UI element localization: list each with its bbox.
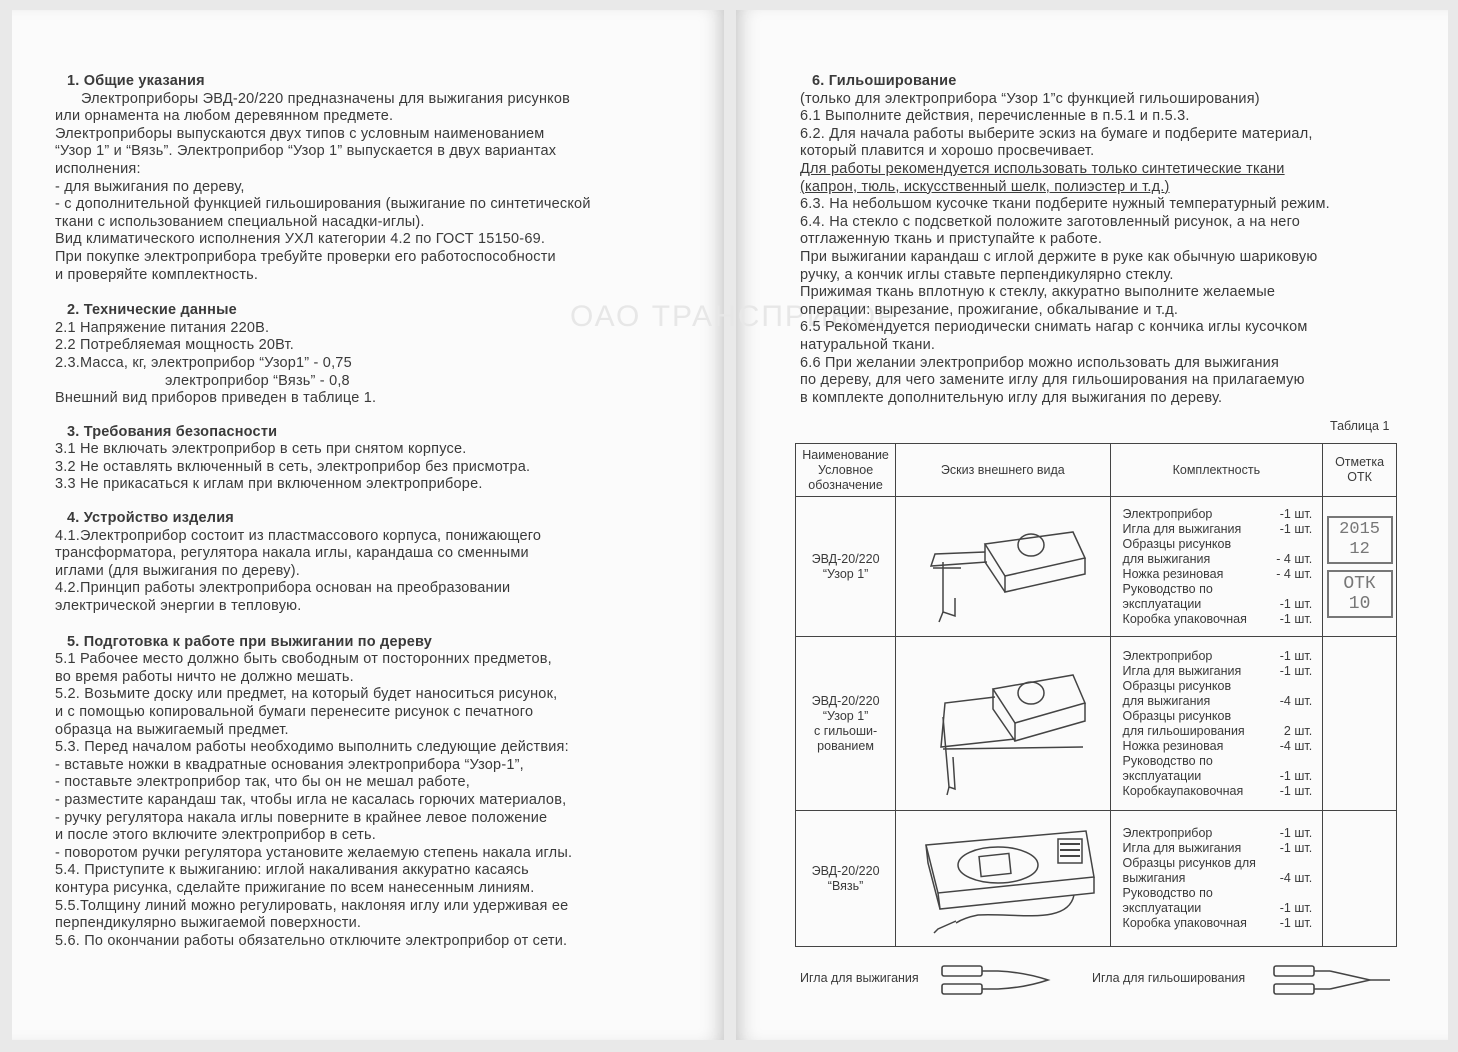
kit-item-label: Игла для выжигания [1122, 521, 1242, 536]
text-line: 2.1 Напряжение питания 220В. [55, 319, 270, 336]
kit-item-label: Руководство по [1122, 886, 1213, 900]
text-line: 6.6 При желании электроприбор можно использовать для выжигания [800, 354, 1280, 371]
kit-item-qty: -1 шт. [1279, 596, 1313, 611]
kit-item-qty: -1 шт. [1279, 648, 1313, 663]
row-sketch [896, 637, 1110, 811]
header-otk [1323, 444, 1397, 497]
text-line: исполнения: [55, 160, 141, 177]
watermark-text: ОАО ТРАНСПРИБОР [570, 300, 900, 333]
text-line: - поворотом ручки регулятора установите желаемую степень накала иглы. [55, 844, 573, 861]
text-line: - для выжигания по дереву, [55, 178, 245, 195]
kit-item-label: эксплуатации [1122, 901, 1202, 915]
otk-stamp-mark: ОТК 10 [1327, 570, 1393, 618]
kit-item-qty: - 4 шт. [1276, 566, 1313, 581]
kit-item [1123, 567, 1313, 582]
section-1-body [55, 91, 645, 285]
table-header-row [796, 444, 1397, 497]
kit-item [1123, 841, 1313, 856]
row-name [796, 811, 896, 947]
otk-stamp-date: 2015 12 [1327, 516, 1393, 564]
kit-item-label: эксплуатации [1122, 596, 1202, 611]
text-line: - ручку регулятора накала иглы поверните в крайнее левое положение [55, 809, 548, 826]
row-kit [1110, 811, 1323, 947]
text-line: 3.2 Не оставлять включенный в сеть, электроприбор без присмотра. [55, 458, 531, 475]
row-otk [1323, 497, 1397, 637]
text-line: 6.3. На небольшом кусочке ткани подберите нужный температурный режим. [800, 196, 1330, 213]
text-line: Электроприборы выпускаются двух типов с условным наименованием [55, 125, 545, 142]
kit-item [1123, 597, 1313, 612]
left-column [55, 73, 645, 950]
kit-item-qty: -4 шт. [1279, 693, 1313, 708]
name-line: ЭВД-20/220 [811, 863, 880, 878]
header-line: Эскиз внешнего вида [940, 462, 1065, 477]
text-line: Вид климатического исполнения УХЛ категории 4.2 по ГОСТ 15150-69. [55, 231, 546, 248]
row-name [796, 497, 896, 637]
kit-item-label: Ножка резиновая [1122, 738, 1224, 753]
kit-item-qty: -1 шт. [1279, 506, 1313, 521]
text-line: 5.2. Возьмите доску или предмет, на который будет наноситься рисунок, [55, 686, 558, 703]
kit-item-label: Образцы рисунков для [1122, 856, 1256, 870]
text-line: и после этого включите электроприбор в сеть. [55, 827, 376, 844]
text-line: 4.2.Принцип работы электроприбора основан на преобразовании [55, 580, 511, 597]
kit-item [1123, 901, 1313, 916]
text-line: - с дополнительной функцией гильоширования (выжигание по синтетической [55, 196, 591, 213]
kit-item-label: Руководство по [1122, 581, 1213, 596]
kit-item-label: Игла для выжигания [1122, 663, 1242, 678]
kit-item [1123, 916, 1313, 931]
table-caption: Таблица 1 [1330, 419, 1390, 433]
kit-item-qty: -1 шт. [1279, 901, 1313, 915]
table-row [796, 637, 1397, 811]
kit-item [1123, 649, 1313, 664]
header-line: ОТК [1347, 470, 1372, 484]
text-line: (только для электроприбора “Узор 1”с функцией гильоширования) [800, 90, 1260, 107]
kit-item [1123, 784, 1313, 799]
row-sketch [896, 811, 1110, 947]
section-2-title: 2. Технические данные [67, 302, 237, 319]
section-1-title: 1. Общие указания [67, 73, 205, 89]
section-5-body [55, 651, 645, 950]
kit-item-qty: -1 шт. [1279, 663, 1313, 678]
row-kit [1110, 497, 1323, 637]
section-2-body [55, 320, 645, 408]
text-line: ручку, а кончик иглы ставьте перпендикулярно стеклу. [800, 266, 1174, 283]
text-line: трансформатора, регулятора накала иглы, карандаша со сменными [55, 545, 529, 562]
row-kit [1110, 637, 1323, 811]
kit-item-label: Коробкаупаковочная [1122, 783, 1244, 798]
kit-item-label: Образцы рисунков [1122, 708, 1232, 723]
text-line: Электроприборы ЭВД-20/220 предназначены для выжигания рисунков [81, 90, 571, 107]
table-row [796, 497, 1397, 637]
text-line: контура рисунка, сделайте прижигание по всем нанесенным линиям. [55, 879, 535, 896]
kit-item-qty: - 4 шт. [1276, 551, 1313, 566]
text-line: по дереву, для чего замените иглу для гильоширования на прилагаемую [800, 372, 1305, 389]
kit-item-label: Ножка резиновая [1122, 566, 1224, 581]
section-6-title: 6. Гильоширование [812, 73, 957, 89]
row-otk [1323, 637, 1397, 811]
kit-item [1123, 826, 1313, 841]
kit-item-qty: -1 шт. [1279, 521, 1313, 536]
kit-item [1123, 769, 1313, 784]
text-line: или орнамента на любом деревянном предмете. [55, 108, 394, 125]
section-4-body [55, 528, 645, 616]
equipment-table [795, 443, 1397, 947]
text-line: натуральной ткани. [800, 336, 936, 353]
kit-item-label: Образцы рисунков [1122, 678, 1232, 693]
needle-guilloche-label: Игла для гильоширования [1092, 971, 1246, 985]
kit-item-label: Руководство по [1122, 753, 1213, 768]
text-line: “Узор 1” и “Вязь”. Электроприбор “Узор 1” выпускается в двух вариантах [55, 143, 557, 160]
text-line: который плавится и хорошо просвечивает. [800, 143, 1095, 160]
text-line-underlined: (капрон, тюль, искусственный шелк, полиэстер и т.д.) [800, 178, 1170, 195]
text-line: перпендикулярно выжигаемой поверхности. [55, 915, 362, 932]
text-line: При выжигании карандаш с иглой держите в руке как обычную шариковую [800, 248, 1318, 265]
text-line: - поставьте электроприбор так, что бы он не мешал работе, [55, 774, 471, 791]
kit-item [1123, 739, 1313, 754]
text-line: и с помощью копировальной бумаги перенесите рисунок с печатного [55, 704, 534, 720]
row-otk [1323, 811, 1397, 947]
name-line: “Вязь” [827, 878, 864, 893]
device-uzor1-sketch [903, 502, 1103, 627]
kit-item-label: эксплуатации [1122, 768, 1202, 783]
kit-item-qty: -1 шт. [1279, 916, 1313, 930]
text-line: При покупке электроприбора требуйте проверки его работоспособности [55, 248, 556, 265]
section-3-body [55, 441, 645, 494]
kit-item-label: выжигания [1122, 871, 1186, 885]
header-name [796, 444, 896, 497]
text-line: Внешний вид приборов приведен в таблице 1. [55, 390, 377, 407]
header-line: Комплектность [1172, 462, 1261, 477]
name-line: “Узор 1” [822, 566, 869, 581]
text-line: 5.4. Приступите к выжиганию: иглой накаливания аккуратно касаясь [55, 862, 529, 879]
kit-item [1123, 694, 1313, 709]
name-line: “Узор 1” [822, 708, 869, 723]
text-line: 5.3. Перед началом работы необходимо выполнить следующие действия: [55, 739, 569, 756]
text-line: 2.2 Потребляемая мощность 20Вт. [55, 337, 294, 354]
text-line: 6.1 Выполните действия, перечисленные в п.5.1 и п.5.3. [800, 108, 1190, 125]
text-line: 6.2. Для начала работы выберите эскиз на бумаге и подберите материал, [800, 125, 1313, 142]
kit-item-label: Коробка упаковочная [1122, 611, 1247, 626]
text-line: 6.4. На стекло с подсветкой положите заготовленный рисунок, а на него [800, 213, 1301, 230]
kit-item [1123, 856, 1313, 871]
kit-item-qty: 2 шт. [1283, 723, 1313, 738]
name-line: рованием [817, 738, 874, 753]
name-line: ЭВД-20/220 [811, 693, 880, 708]
section-5-title: 5. Подготовка к работе при выжигании по дереву [67, 633, 433, 650]
kit-item-qty: -4 шт. [1279, 738, 1313, 753]
kit-item-label: Коробка упаковочная [1122, 916, 1247, 930]
text-line: ткани с использованием специальной насадки-иглы). [55, 213, 425, 230]
kit-item [1123, 552, 1313, 567]
header-line: обозначение [808, 477, 883, 492]
text-line: - разместите карандаш так, чтобы игла не касалась горючих материалов, [55, 791, 567, 808]
kit-item-label: для гильоширования [1122, 723, 1245, 738]
device-uzor1-guilloche-sketch [903, 647, 1103, 797]
text-line: 5.6. По окончании работы обязательно отключите электроприбор от сети. [55, 932, 568, 949]
header-sketch [896, 444, 1110, 497]
kit-item [1123, 724, 1313, 739]
text-line: 5.1 Рабочее место должно быть свободным от посторонних предметов, [55, 651, 552, 668]
kit-item-qty: -1 шт. [1279, 611, 1313, 626]
name-line: с гильоши- [813, 723, 878, 738]
section-4-title: 4. Устройство изделия [67, 510, 234, 527]
text-line: 3.3 Не прикасаться к иглам при включенном электроприборе. [55, 476, 483, 493]
kit-item [1123, 582, 1313, 597]
section-3-title: 3. Требования безопасности [67, 423, 278, 440]
text-line: 5.5.Толщину линий можно регулировать, наклоняя иглу или удерживая ее [55, 897, 569, 914]
text-line: 2.3.Масса, кг, электроприбор “Узор1” - 0,75 [55, 354, 352, 371]
kit-item [1123, 679, 1313, 694]
text-line: и проверяйте комплектность. [55, 266, 259, 283]
kit-item [1123, 754, 1313, 769]
header-line: Отметка [1335, 455, 1385, 469]
kit-item-label: Электроприбор [1122, 826, 1213, 840]
text-line: Прижимая ткань вплотную к стеклу, аккуратно выполните желаемые [800, 284, 1276, 301]
kit-item-qty: -1 шт. [1279, 783, 1313, 798]
kit-item-qty: -1 шт. [1279, 826, 1313, 840]
text-line: 3.1 Не включать электроприбор в сеть при снятом корпусе. [55, 441, 467, 458]
kit-item [1123, 709, 1313, 724]
text-line: 4.1.Электроприбор состоит из пластмассового корпуса, понижающего [55, 527, 542, 544]
text-line: во время работы ничто не должно мешать. [55, 668, 354, 685]
text-line: иглами (для выжигания по дереву). [55, 562, 300, 579]
kit-item-label: Электроприбор [1122, 648, 1213, 663]
device-vyaz-sketch [898, 817, 1108, 937]
row-name [796, 637, 896, 811]
header-line: Условное [817, 462, 874, 477]
header-kit [1110, 444, 1323, 497]
kit-item [1123, 507, 1313, 522]
text-line: операции: вырезание, прожигание, обкалывание и т.д. [800, 301, 1179, 318]
kit-item [1123, 664, 1313, 679]
kit-item-qty: -4 шт. [1279, 871, 1313, 885]
kit-item-label: Образцы рисунков [1122, 536, 1232, 551]
header-line: Наименование [802, 447, 889, 462]
text-line: отглаженную ткань и приступайте к работе. [800, 231, 1103, 248]
text-line: образца на выжигаемый предмет. [55, 721, 289, 738]
needle-burn-icon [940, 962, 1052, 998]
kit-item [1123, 612, 1313, 627]
kit-item-qty: -1 шт. [1279, 841, 1313, 855]
kit-item-label: Игла для выжигания [1122, 841, 1242, 855]
text-line: электроприбор “Вязь” - 0,8 [165, 372, 350, 389]
text-line: - вставьте ножки в квадратные основания электроприбора “Узор-1”, [55, 756, 524, 773]
text-line-underlined: Для работы рекомендуется использовать только синтетические ткани [800, 160, 1285, 177]
needle-guilloche-icon [1272, 962, 1394, 998]
row-sketch [896, 497, 1110, 637]
kit-item-label: для выжигания [1122, 693, 1211, 708]
kit-item [1123, 871, 1313, 886]
right-column [800, 73, 1405, 407]
text-line: электрической энергии в тепловую. [55, 598, 302, 615]
section-6-body [800, 91, 1405, 408]
kit-item-label: для выжигания [1122, 551, 1211, 566]
kit-item-qty: -1 шт. [1279, 768, 1313, 783]
text-line: 6.5 Рекомендуется периодически снимать нагар с кончика иглы кусочком [800, 319, 1308, 336]
needle-burn-label: Игла для выжигания [800, 971, 919, 985]
kit-item-label: Электроприбор [1122, 506, 1213, 521]
text-line: в комплекте дополнительную иглу для выжигания по дереву. [800, 389, 1223, 406]
kit-item [1123, 522, 1313, 537]
name-line: ЭВД-20/220 [811, 551, 880, 566]
kit-item [1123, 537, 1313, 552]
kit-item [1123, 886, 1313, 901]
table-row [796, 811, 1397, 947]
